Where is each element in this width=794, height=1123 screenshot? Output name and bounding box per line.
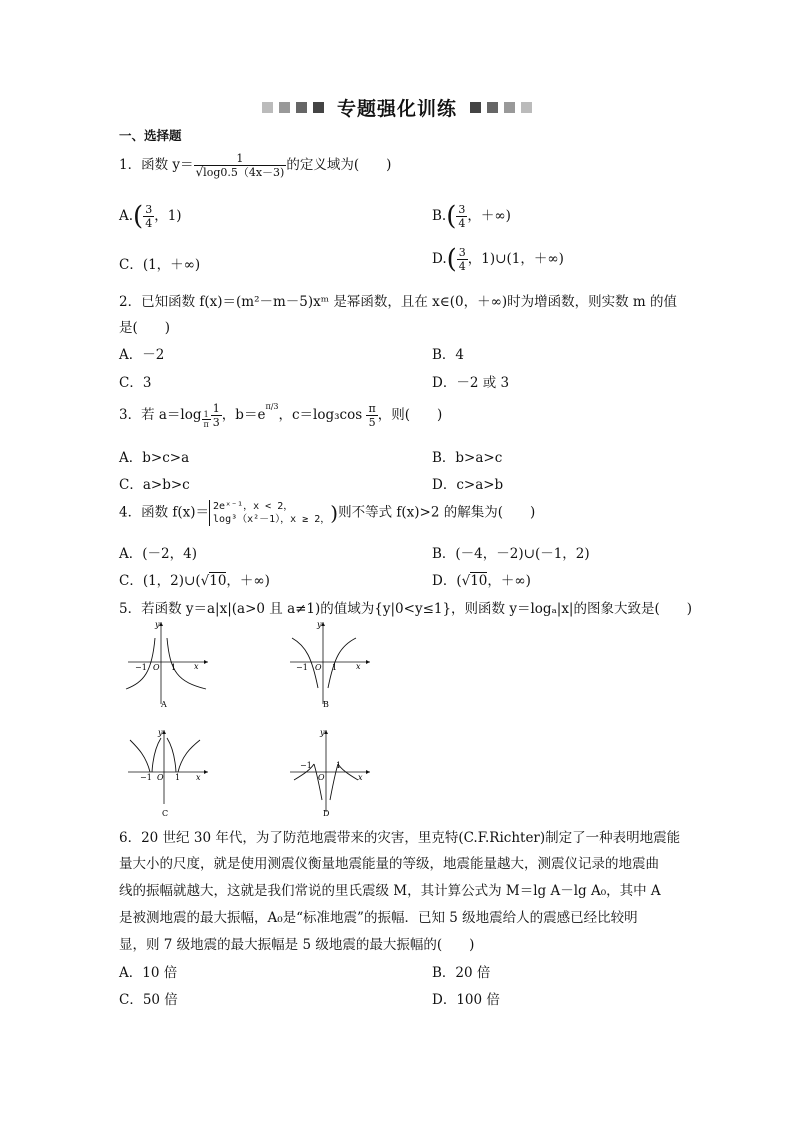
decor-square <box>470 102 481 113</box>
q4-option-c[interactable]: C．(1，2)∪(√10，＋∞) <box>119 573 270 589</box>
graph-label: D <box>323 809 330 818</box>
q3-exponent: π/3 <box>265 402 279 411</box>
paren-icon: ( <box>446 244 457 275</box>
q3-log-base: $\frac{1}{\pi}$ <box>203 410 209 429</box>
origin-label: O <box>157 773 164 782</box>
tick-neg-label: −1 <box>135 663 147 672</box>
question-4: 4．函数 f(x)＝ 2eˣ⁻¹，x < 2， log³（x²－1），x ≥ 2， )则不等式 f(x)>2 的解集为( ) <box>119 501 536 525</box>
sqrt-icon: √ <box>461 573 471 589</box>
question-2-line-2: 是( ) <box>119 320 171 336</box>
q3-cos-arg: $\frac{\pi}{5}$ <box>368 402 376 429</box>
decor-square <box>521 102 532 113</box>
graph-label: C <box>162 809 169 818</box>
decor-square <box>279 102 290 113</box>
graph-label: A <box>161 700 167 709</box>
y-axis-label: y <box>320 728 325 737</box>
y-axis-label: y <box>158 728 163 737</box>
fraction: $\frac{3}{4}$ <box>458 246 466 273</box>
question-6-line-2: 量大小的尺度，就是使用测震仪衡量地震能量的等级，地震能量越大，测震仪记录的地震曲 <box>119 856 659 872</box>
question-2-line-1: 2．已知函数 f(x)＝(m²－m－5)xᵐ 是幂函数，且在 x∈(0，＋∞)时为增函数，则实数 m 的值 <box>119 294 677 310</box>
x-axis-label: x <box>194 662 199 671</box>
question-5: 5．若函数 y＝a|x|(a>0 且 a≠1)的值域为{y|0<y≤1}，则函数 y＝logₐ|x|的图象大致是( ) <box>119 601 693 617</box>
q1-option-d[interactable]: D.( $\frac{3}{4}$ ，1)∪(1，＋∞) <box>432 244 564 275</box>
origin-label: O <box>315 663 322 672</box>
tick-pos-label: 1 <box>336 761 342 770</box>
q4-option-d[interactable]: D．(√10，＋∞) <box>432 573 531 589</box>
q2-option-c[interactable]: C．3 <box>119 375 152 391</box>
graph-d[interactable] <box>286 726 376 820</box>
page-title: 专题强化训练 <box>336 98 457 120</box>
decor-square <box>487 102 498 113</box>
fraction: $\frac{3}{4}$ <box>458 203 466 230</box>
q1-fraction: $\frac{1}{√\log 0.5(4x-3)}$ <box>195 152 285 179</box>
q1-denominator: √log0.5（4x－3) <box>195 165 285 179</box>
tick-neg-label: −1 <box>300 761 312 770</box>
q6-option-a[interactable]: A．10 倍 <box>119 965 178 981</box>
q2-option-a[interactable]: A．－2 <box>119 347 165 363</box>
q4-option-a[interactable]: A．(－2，4) <box>119 546 197 562</box>
section-heading: 一、选择题 <box>119 128 182 143</box>
y-axis-label: y <box>317 620 322 629</box>
q6-option-d[interactable]: D．100 倍 <box>432 992 500 1008</box>
q4-option-b[interactable]: B．(－4，－2)∪(－1，2) <box>432 546 590 562</box>
graph-a[interactable] <box>124 618 214 710</box>
graph-b[interactable] <box>286 618 376 710</box>
origin-label: O <box>153 663 160 672</box>
decor-square <box>504 102 515 113</box>
q3-option-b[interactable]: B．b>a>c <box>432 450 503 466</box>
q3-option-c[interactable]: C．a>b>c <box>119 477 190 493</box>
question-6-line-5: 显，则 7 级地震的最大振幅是 5 级地震的最大振幅的( ) <box>119 937 475 953</box>
sqrt-icon: √ <box>200 573 210 589</box>
graph-label: B <box>323 700 329 709</box>
graph-c[interactable] <box>124 726 214 820</box>
question-3: 3．若 a＝log $\frac{1}{\pi}$ $\frac{1}{3}$ ，$b=e^{\pi/3}$，c＝log₃cos $\frac{\pi}{5}$ ，则( ) <box>119 402 443 429</box>
question-1 <box>119 152 391 179</box>
x-axis-label: x <box>356 662 361 671</box>
x-axis-label: x <box>196 773 201 782</box>
q3-log-arg: $\frac{1}{3}$ <box>212 402 220 429</box>
q3-option-d[interactable]: D．c>a>b <box>432 477 504 493</box>
tick-pos-label: 1 <box>171 663 177 672</box>
y-axis-label: y <box>155 620 160 629</box>
question-6-line-1: 6．20 世纪 30 年代，为了防范地震带来的灾害，里克特(C.F.Richter)制定了一种表明地震能 <box>119 830 681 846</box>
paren-icon: ( <box>133 201 144 232</box>
question-6-line-4: 是被测地震的最大振幅，A₀是“标准地震”的振幅．已知 5 级地震给人的震感已经比较明 <box>119 910 638 926</box>
q1-option-c[interactable]: C．(1，＋∞) <box>119 257 201 273</box>
question-6-line-3: 线的振幅就越大，这就是我们常说的里氏震级 M，其计算公式为 M＝lg A－lg A₀，其中 A <box>119 883 661 899</box>
x-axis-label: x <box>358 773 363 782</box>
q1-tail: 的定义域为( ) <box>286 157 392 173</box>
q1-stem: 函数 y＝ <box>141 157 194 173</box>
q2-option-d[interactable]: D．－2 或 3 <box>432 375 510 391</box>
q3-option-a[interactable]: A．b>c>a <box>119 450 190 466</box>
decor-square <box>262 102 273 113</box>
tick-pos-label: 1 <box>332 663 338 672</box>
q4-piecewise: 2eˣ⁻¹，x < 2， log³（x²－1），x ≥ 2， <box>209 500 330 526</box>
decor-square <box>313 102 324 113</box>
tick-neg-label: −1 <box>296 663 308 672</box>
q2-option-b[interactable]: B．4 <box>432 347 465 363</box>
tick-pos-label: 1 <box>175 773 181 782</box>
q6-option-c[interactable]: C．50 倍 <box>119 992 178 1008</box>
fraction: $\frac{3}{4}$ <box>145 203 153 230</box>
q1-number: 1． <box>119 157 142 173</box>
origin-label: O <box>318 773 325 782</box>
q1-option-b[interactable]: B.( $\frac{3}{4}$ ，＋∞) <box>432 201 511 232</box>
tick-neg-label: −1 <box>140 773 152 782</box>
paren-icon: ( <box>446 201 457 232</box>
q1-option-a[interactable]: A.( $\frac{3}{4}$ ，1) <box>119 201 182 232</box>
page-header <box>0 94 794 121</box>
q6-option-b[interactable]: B．20 倍 <box>432 965 491 981</box>
decor-square <box>296 102 307 113</box>
